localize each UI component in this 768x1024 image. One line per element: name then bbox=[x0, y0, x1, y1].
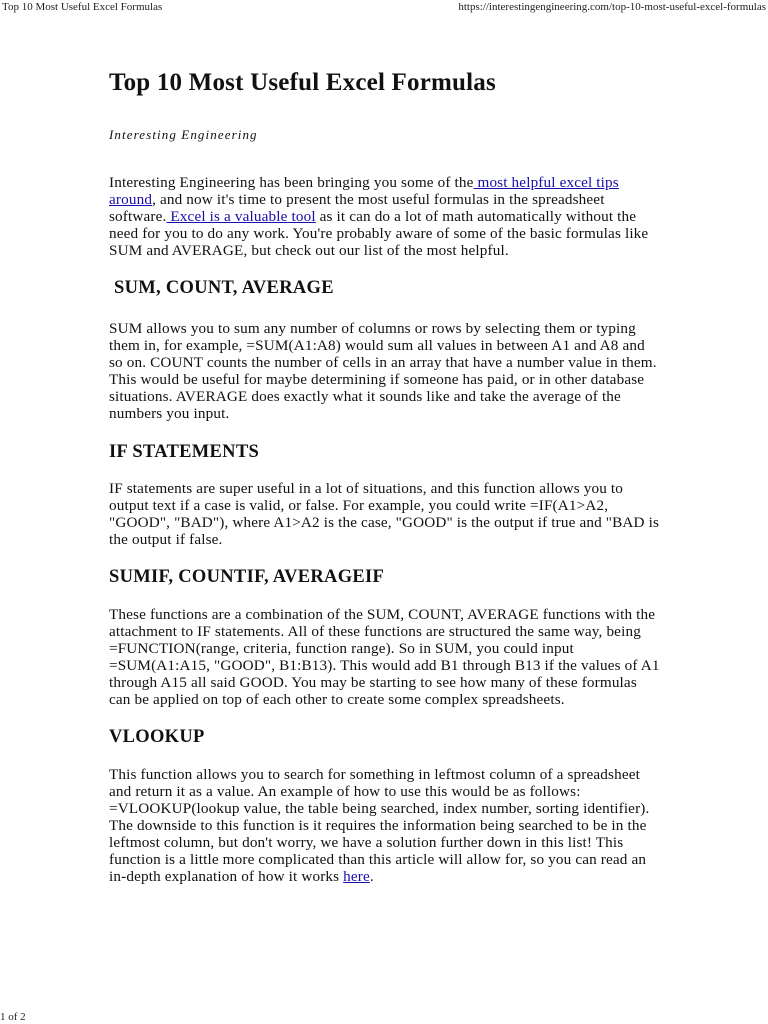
section-body-sum-count-average: SUM allows you to sum any number of columns or rows by selecting them or typing them in, for example, =SUM(A1:A8) would sum all values in between A1 and A8 and so on. COUNT counts the number of cells in an array that have a number value in them. This would be useful for maybe determining if someone has paid, or in other database situations. AVERAGE does exactly what it sounds like and take the average of the numbers you input. bbox=[109, 320, 657, 422]
intro-paragraph bbox=[109, 174, 662, 259]
vlookup-here-link[interactable]: here bbox=[343, 868, 370, 885]
page-indicator: 1 of 2 bbox=[0, 1011, 26, 1023]
section-heading-sum-count-average: SUM, COUNT, AVERAGE bbox=[114, 278, 334, 298]
intro-text-1: Interesting Engineering has been bringing you some of the bbox=[109, 174, 474, 191]
print-header-title: Top 10 Most Useful Excel Formulas bbox=[2, 1, 163, 13]
section-heading-vlookup: VLOOKUP bbox=[109, 727, 205, 747]
intro-text-2: , and now it's time to present the most useful formulas in the spreadsheet software. bbox=[109, 191, 605, 225]
excel-valuable-tool-link[interactable]: Excel is a valuable tool bbox=[166, 208, 316, 225]
vlookup-text-end: . bbox=[369, 868, 374, 885]
section-body-sumif: These functions are a combination of the SUM, COUNT, AVERAGE functions with the attachment to IF statements. All of these functions are structured the same way, being =FUNCTION(range, criteria, function range). So in SUM, you could input =SUM(A1:A15, "GOOD", B1:B13). This would add B1 through B13 if the values of A1 through A15 all said GOOD. You may be starting to see how many of these formulas can be applied on top of each other to create some complex spreadsheets. bbox=[109, 606, 660, 708]
print-header-url: https://interestingengineering.com/top-10-most-useful-excel-formulas bbox=[458, 1, 766, 13]
section-heading-sumif: SUMIF, COUNTIF, AVERAGEIF bbox=[109, 567, 385, 587]
intro-text-3: as it can do a lot of math automatically without the need for you to do any work. You're probably aware of some of the basic formulas like SUM and AVERAGE, but check out our list of the most helpful. bbox=[109, 208, 649, 259]
article-title: Top 10 Most Useful Excel Formulas bbox=[109, 69, 496, 96]
section-body-vlookup bbox=[109, 766, 662, 885]
article bbox=[109, 66, 662, 885]
article-byline: Interesting Engineering bbox=[109, 127, 258, 142]
section-body-if-statements: IF statements are super useful in a lot of situations, and this function allows you to output text if a case is valid, or false. For example, you could write =IF(A1>A2, "GOOD", "BAD"), where A1>A2 is the case, "GOOD" is the output if true and "BAD is the output if false. bbox=[109, 480, 660, 548]
excel-tips-link[interactable]: most helpful excel tips around bbox=[109, 174, 619, 208]
vlookup-text: This function allows you to search for something in leftmost column of a spreadsheet and return it as a value. An example of how to use this would be as follows: =VLOOKUP(lookup value, the table being searched, index number, sorting identifier). The downside to this function is it requires the information being searched to be in the leftmost column, but don't worry, we have a solution further down in this list! This function is a little more complicated than this article will allow for, so you can read an in-depth explanation of how it works bbox=[109, 766, 650, 885]
section-heading-if-statements: IF STATEMENTS bbox=[109, 442, 260, 462]
